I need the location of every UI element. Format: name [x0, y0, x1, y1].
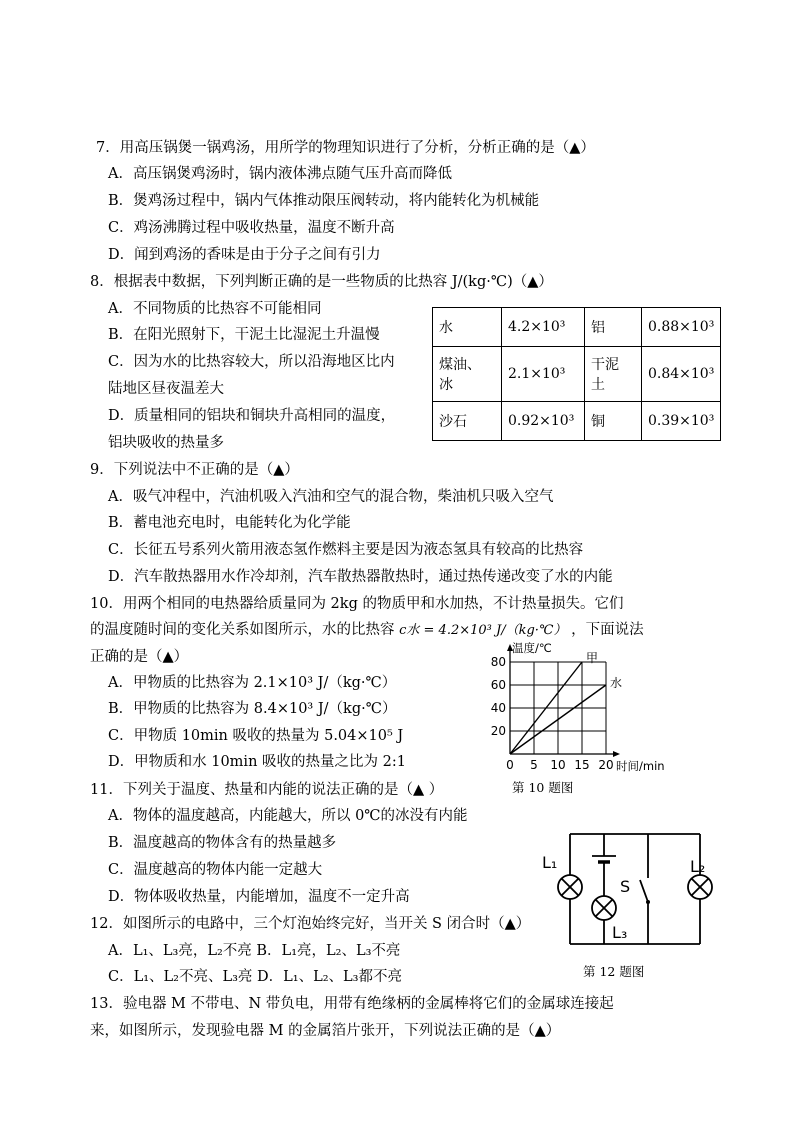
y-tick-label: 60 [490, 678, 506, 692]
specific-heat-table [432, 307, 721, 441]
y-tick-label: 40 [490, 701, 506, 715]
table-row [433, 308, 721, 347]
q10-stem-line2 [90, 620, 644, 641]
table-row [433, 347, 721, 402]
table-cell: 0.39×10³ [642, 402, 721, 441]
x-axis-arrow [613, 751, 620, 757]
q8-option-c-cont: 陆地区昼夜温差大 [108, 381, 224, 397]
table-cell-line: 干泥 [591, 357, 619, 373]
table-cell: 0.88×10³ [642, 308, 721, 347]
table-cell-line: 煤油、 [439, 357, 481, 373]
q8-option-d-cont: 铝块吸收的热量多 [108, 435, 224, 451]
q12-caption: 第 12 题图 [583, 964, 645, 979]
table-cell: 沙石 [433, 402, 502, 441]
table-cell: 4.2×10³ [502, 308, 585, 347]
q7-option-b: B．煲鸡汤过程中，锅内气体推动限压阀转动，将内能转化为机械能 [108, 193, 540, 209]
q8-option-d: D．质量相同的铝块和铜块升高相同的温度， [108, 408, 396, 424]
q11-stem: 11．下列关于温度、热量和内能的说法正确的是（▲ ） [90, 782, 444, 798]
q9-stem: 9．下列说法中不正确的是（▲） [90, 462, 299, 478]
q8-stem: 8．根据表中数据，下列判断正确的是一些物质的比热容 J/(kg·℃)（▲） [90, 274, 553, 290]
q12-options-row2: C．L₁、L₂不亮、L₃亮 D．L₁、L₂、L₃都不亮 [108, 969, 402, 985]
q11-option-d: D．物体吸收热量，内能增加，温度不一定升高 [108, 889, 410, 905]
y-axis-label: 温度/℃ [512, 642, 552, 655]
q7-stem: 7．用高压锅煲一锅鸡汤，用所学的物理知识进行了分析，分析正确的是（▲） [96, 140, 595, 156]
q10-caption: 第 10 题图 [512, 780, 574, 795]
q11-option-a: A．物体的温度越高，内能越大，所以 0℃的冰没有内能 [108, 808, 468, 824]
q10-stem-part: 的温度随时间的变化关系如图所示，水的比热容 [90, 622, 395, 638]
x-tick-label: 20 [598, 758, 614, 772]
q10-temperature-chart [478, 642, 688, 782]
table-cell: 铝 [585, 308, 642, 347]
q11-option-c: C．温度越高的物体内能一定越大 [108, 862, 323, 878]
table-cell: 水 [433, 308, 502, 347]
label-s: S [620, 877, 631, 896]
switch-icon [640, 880, 648, 902]
q9-option-d: D．汽车散热器用水作冷却剂，汽车散热器散热时，通过热传递改变了水的内能 [108, 569, 613, 585]
q10-option-b: B．甲物质的比热容为 8.4×10³ J/（kg·℃） [108, 701, 397, 717]
q13-stem-line2: 来，如图所示，发现验电器 M 的金属箔片张开，下列说法正确的是（▲） [90, 1023, 561, 1039]
q7-option-d: D．闻到鸡汤的香味是由于分子之间有引力 [108, 247, 381, 263]
q10-stem-line1: 10．用两个相同的电热器给质量同为 2kg 的物质甲和水加热，不计热量损失。它们 [90, 596, 624, 612]
q10-option-a: A．甲物质的比热容为 2.1×10³ J/（kg·℃） [108, 675, 397, 691]
q10-formula: c水 = 4.2×10³ J/（kg·℃） [399, 623, 567, 638]
x-tick-label: 0 [506, 758, 514, 772]
q10-stem-line3: 正确的是（▲） [90, 649, 189, 665]
y-tick-label: 80 [490, 655, 506, 669]
q8-option-c: C．因为水的比热容较大，所以沿海地区比内 [108, 354, 395, 370]
table-cell [433, 347, 502, 402]
x-tick-label: 10 [550, 758, 566, 772]
q7-option-a: A．高压锅煲鸡汤时，锅内液体沸点随气压升高而降低 [108, 166, 452, 182]
label-l2: L₂ [690, 857, 706, 876]
x-axis-label: 时间/min [616, 759, 665, 773]
y-tick-label: 20 [490, 724, 506, 738]
q12-options-row1: A．L₁、L₃亮，L₂不亮 B．L₁亮，L₂、L₃不亮 [108, 943, 401, 959]
series-label-1: 甲 [586, 651, 599, 665]
q10-option-c: C．甲物质 10min 吸收的热量为 5.04×10⁵ J [108, 728, 404, 744]
x-tick-label: 15 [574, 758, 590, 772]
series-label-2: 水 [610, 676, 623, 690]
switch-pivot [646, 900, 650, 904]
table-cell-line: 冰 [439, 377, 453, 393]
table-row [433, 402, 721, 441]
q11-option-b: B．温度越高的物体含有的热量越多 [108, 835, 337, 851]
q8-option-a: A．不同物质的比热容不可能相同 [108, 301, 322, 317]
q9-option-a: A．吸气冲程中，汽油机吸入汽油和空气的混合物，柴油机只吸入空气 [108, 489, 554, 505]
table-cell: 0.84×10³ [642, 347, 721, 402]
q12-stem: 12．如图所示的电路中，三个灯泡始终完好，当开关 S 闭合时（▲） [90, 916, 531, 932]
table-cell-line: 土 [591, 377, 605, 393]
q10-stem-part: ，下面说法 [571, 622, 644, 638]
table-cell: 铜 [585, 402, 642, 441]
table-cell: 0.92×10³ [502, 402, 585, 441]
q13-stem-line1: 13．验电器 M 不带电、N 带负电，用带有绝缘柄的金属棒将它们的金属球连接起 [90, 996, 614, 1012]
table-cell [585, 347, 642, 402]
q9-option-c: C．长征五号系列火箭用液态氢作燃料主要是因为液态氢具有较高的比热容 [108, 542, 584, 558]
label-l3: L₃ [612, 923, 628, 942]
q12-circuit-diagram [540, 828, 720, 958]
table-cell: 2.1×10³ [502, 347, 585, 402]
q7-option-c: C．鸡汤沸腾过程中吸收热量，温度不断升高 [108, 220, 395, 236]
label-l1: L₁ [542, 853, 558, 872]
q10-option-d: D．甲物质和水 10min 吸收的热量之比为 2:1 [108, 754, 406, 770]
q8-option-b: B．在阳光照射下，干泥土比湿泥土升温慢 [108, 327, 380, 343]
q9-option-b: B．蓄电池充电时，电能转化为化学能 [108, 515, 351, 531]
x-tick-label: 5 [530, 758, 538, 772]
